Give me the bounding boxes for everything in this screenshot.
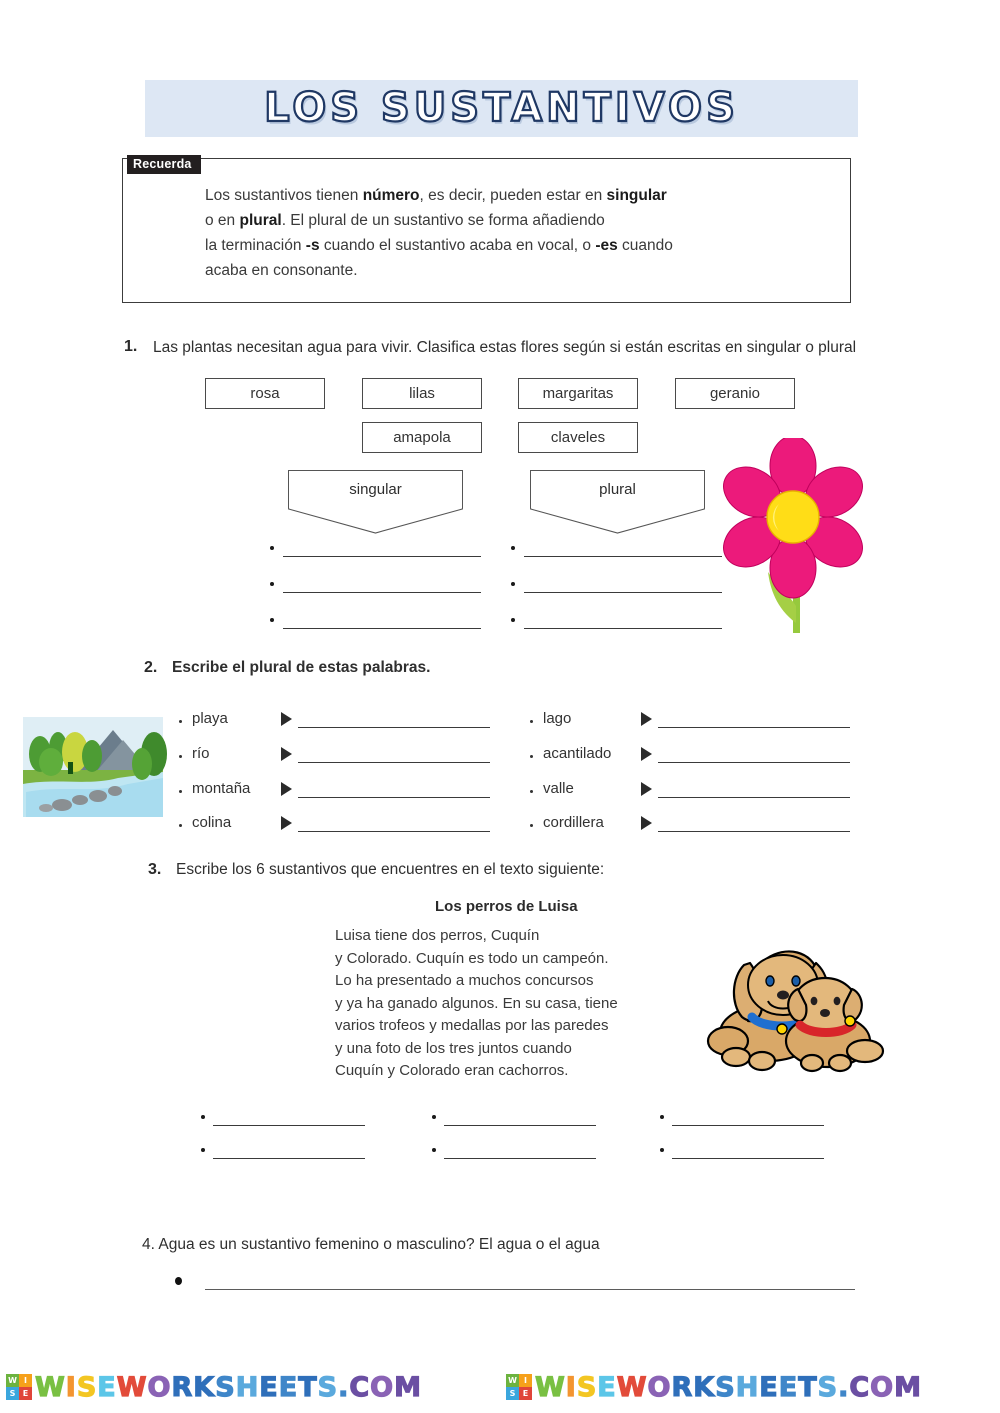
story-title: Los perros de Luisa [435,898,578,915]
watermark-letter: K [693,1371,716,1403]
word-playa: playa [192,710,228,727]
landscape-illustration [18,712,168,822]
watermark-letter: R [671,1371,694,1403]
logo-tile-w: W [6,1374,19,1387]
answer-line-ex2-left-3[interactable] [298,797,490,798]
story-line-4: y ya ha ganado algunos. En su casa, tiene [335,994,618,1012]
watermark-letter: M [894,1371,922,1403]
answer-line-ex2-left-4[interactable] [298,831,490,832]
big-dog-nose [777,991,789,1000]
recuerda-line3-c: cuando el sustantivo acaba en vocal, o [319,237,596,254]
exercise1-prompt: Las plantas necesitan agua para vivir. Clasifica estas flores según si están escritas en singular o plural [153,339,857,356]
word-rio: río [192,745,210,762]
bullet-ex3-2 [432,1115,436,1119]
watermark-letter: K [193,1371,216,1403]
watermark-letter: W [35,1371,66,1403]
flower-center [767,491,819,543]
bullet-ex3-4 [201,1148,205,1152]
answer-line-ex4-1[interactable] [205,1289,855,1290]
arrow-icon-ex2-left-2 [281,747,292,761]
watermark-text-1 [35,1372,422,1403]
logo-tile-i-2: I [519,1374,532,1387]
bullet-ex2-right-4 [530,824,533,827]
flower-illustration [718,438,868,638]
watermark-letter: S [215,1371,236,1403]
watermark-letter: S [715,1371,736,1403]
watermark-letter: O [870,1371,895,1403]
recuerda-line1-c: , es decir, pueden estar en [419,187,607,204]
logo-tile-i: I [19,1374,32,1387]
recuerda-line2-c: . El plural de un sustantivo se forma añadiendo [281,212,605,229]
story-line-5: varios trofeos y medallas por las paredes [335,1017,609,1034]
watermark-letter: E [97,1371,117,1403]
recuerda-line4: acaba en consonante. [205,262,358,279]
dogs-illustration [700,893,890,1073]
wiseworksheets-logo-icon [6,1374,32,1400]
word-box-amapola[interactable]: amapola [362,422,482,453]
recuerda-numero-bold: número [362,187,420,204]
bullet-ex4-1 [175,1277,182,1285]
watermark-letter: O [647,1371,672,1403]
answer-line-ex2-right-4[interactable] [658,831,850,832]
exercise1-number: 1. [124,338,138,355]
watermark-unit-2 [506,1362,922,1412]
watermark-letter: E [259,1371,279,1403]
bullet-plural-1 [511,546,515,550]
answer-line-plural-1[interactable] [524,556,722,557]
answer-line-ex3-1[interactable] [213,1125,365,1126]
watermark-letter: W [616,1371,648,1403]
logo-tile-s: S [6,1387,19,1400]
watermark-letter: S [317,1371,339,1403]
red-collar-tag [845,1016,855,1026]
banner-singular-point [288,508,463,534]
recuerda-text [205,183,815,283]
watermark-letter: W [116,1371,148,1403]
recuerda-singular-bold: singular [606,187,667,204]
bullet-plural-2 [511,582,515,586]
answer-line-singular-3[interactable] [283,628,481,629]
small-dog-eye-left [811,997,818,1005]
bullet-ex3-1 [201,1115,205,1119]
watermark-letter: T [798,1371,818,1403]
logo-tile-e: E [19,1387,32,1400]
watermark-letter: H [235,1371,260,1403]
answer-line-ex2-left-1[interactable] [298,727,490,728]
watermark-letter: C [349,1371,371,1403]
watermark-letter: R [171,1371,194,1403]
bullet-ex2-left-2 [179,755,182,758]
small-dog-nose [820,1009,830,1017]
exercise3-number: 3. [148,861,162,878]
answer-line-ex3-5[interactable] [444,1158,596,1159]
recuerda-line3-a: la terminación [205,237,306,254]
story-body [335,925,705,1083]
word-cordillera: cordillera [543,814,604,831]
word-box-lilas[interactable]: lilas [362,378,482,409]
bullet-ex2-left-3 [179,790,182,793]
watermark-letter: T [298,1371,318,1403]
answer-line-plural-2[interactable] [524,592,722,593]
bullet-ex3-5 [432,1148,436,1152]
worksheet-title-banner [145,80,858,137]
word-box-rosa[interactable]: rosa [205,378,325,409]
bullet-ex3-6 [660,1148,664,1152]
big-dog-eye-right [792,976,800,986]
footer-watermark [0,1362,1000,1412]
bullet-ex3-3 [660,1115,664,1119]
bullet-ex2-right-1 [530,720,533,723]
arrow-icon-ex2-left-4 [281,816,292,830]
answer-line-ex3-3[interactable] [672,1125,824,1126]
arrow-icon-ex2-left-3 [281,782,292,796]
watermark-letter: I [565,1371,577,1403]
watermark-letter: . [338,1371,350,1403]
recuerda-es-bold: -es [595,237,618,254]
answer-line-ex2-right-2[interactable] [658,762,850,763]
watermark-letter: H [735,1371,760,1403]
bullet-ex2-right-2 [530,755,533,758]
logo-tile-w-2: W [506,1374,519,1387]
exercise3-prompt: Escribe los 6 sustantivos que encuentres en el texto siguiente: [176,861,605,878]
watermark-letter: M [394,1371,422,1403]
answer-line-ex3-6[interactable] [672,1158,824,1159]
watermark-letter: W [535,1371,566,1403]
story-line-7: Cuquín y Colorado eran cachorros. [335,1062,569,1079]
logo-tile-e-2: E [519,1387,532,1400]
exercise2-number: 2. [144,659,158,676]
bullet-singular-2 [270,582,274,586]
watermark-letter: E [759,1371,779,1403]
banner-plural [530,470,705,534]
answer-line-singular-1[interactable] [283,556,481,557]
banner-plural-point [530,508,705,534]
word-box-margaritas[interactable]: margaritas [518,378,638,409]
answer-line-ex3-2[interactable] [444,1125,596,1126]
bullet-ex2-left-1 [179,720,182,723]
recuerda-line1-a: Los sustantivos tienen [205,187,363,204]
recuerda-s-bold: -s [305,237,320,254]
watermark-letter: E [597,1371,617,1403]
watermark-letter: E [278,1371,299,1403]
story-line-2: y Colorado. Cuquín es todo un campeón. [335,949,609,967]
watermark-letter: S [76,1371,98,1403]
arrow-icon-ex2-right-3 [641,782,652,796]
answer-line-ex2-right-1[interactable] [658,727,850,728]
answer-line-ex2-left-2[interactable] [298,762,490,763]
watermark-letter: O [147,1371,172,1403]
small-dog-eye-right [834,997,841,1005]
recuerda-label: Recuerda [127,155,201,174]
recuerda-plural-bold: plural [239,212,282,229]
watermark-unit-1 [6,1362,422,1412]
word-box-geranio[interactable]: geranio [675,378,795,409]
page-title: LOS SUSTANTIVOS [264,85,739,131]
word-box-claveles[interactable]: claveles [518,422,638,453]
arrow-icon-ex2-left-1 [281,712,292,726]
watermark-letter: O [370,1371,395,1403]
watermark-letter: C [849,1371,871,1403]
bullet-plural-3 [511,618,515,622]
wiseworksheets-logo-icon-2 [506,1374,532,1400]
arrow-icon-ex2-right-1 [641,712,652,726]
banner-singular [288,470,463,534]
word-acantilado: acantilado [543,745,612,762]
story-line-3: Lo ha presentado a muchos concursos [335,972,594,989]
watermark-letter: S [576,1371,598,1403]
blue-collar-tag [777,1024,787,1034]
arrow-icon-ex2-right-2 [641,747,652,761]
bullet-ex2-left-4 [179,824,182,827]
watermark-letter: E [778,1371,799,1403]
word-montana: montaña [192,780,251,797]
answer-line-ex3-4[interactable] [213,1158,365,1159]
story-line-6: y una foto de los tres juntos cuando [335,1039,572,1057]
exercise2-prompt: Escribe el plural de estas palabras. [172,659,431,676]
word-lago: lago [543,710,572,727]
recuerda-line2-a: o en [205,212,240,229]
bullet-singular-3 [270,618,274,622]
answer-line-singular-2[interactable] [283,592,481,593]
watermark-letter: S [817,1371,839,1403]
watermark-letter: I [65,1371,77,1403]
recuerda-line3-e: cuando [617,237,673,254]
logo-tile-s-2: S [506,1387,519,1400]
answer-line-ex2-right-3[interactable] [658,797,850,798]
banner-singular-label: singular [288,470,463,508]
story-line-1: Luisa tiene dos perros, Cuquín [335,927,540,944]
arrow-icon-ex2-right-4 [641,816,652,830]
watermark-letter: . [838,1371,850,1403]
bullet-ex2-right-3 [530,790,533,793]
bullet-singular-1 [270,546,274,550]
word-valle: valle [543,780,574,797]
watermark-text-2 [535,1372,922,1403]
banner-plural-label: plural [530,470,705,508]
word-colina: colina [192,814,232,831]
answer-line-plural-3[interactable] [524,628,722,629]
big-dog-eye-left [766,976,774,986]
exercise4-prompt: 4. Agua es un sustantivo femenino o masculino? El agua o el agua [142,1236,600,1253]
